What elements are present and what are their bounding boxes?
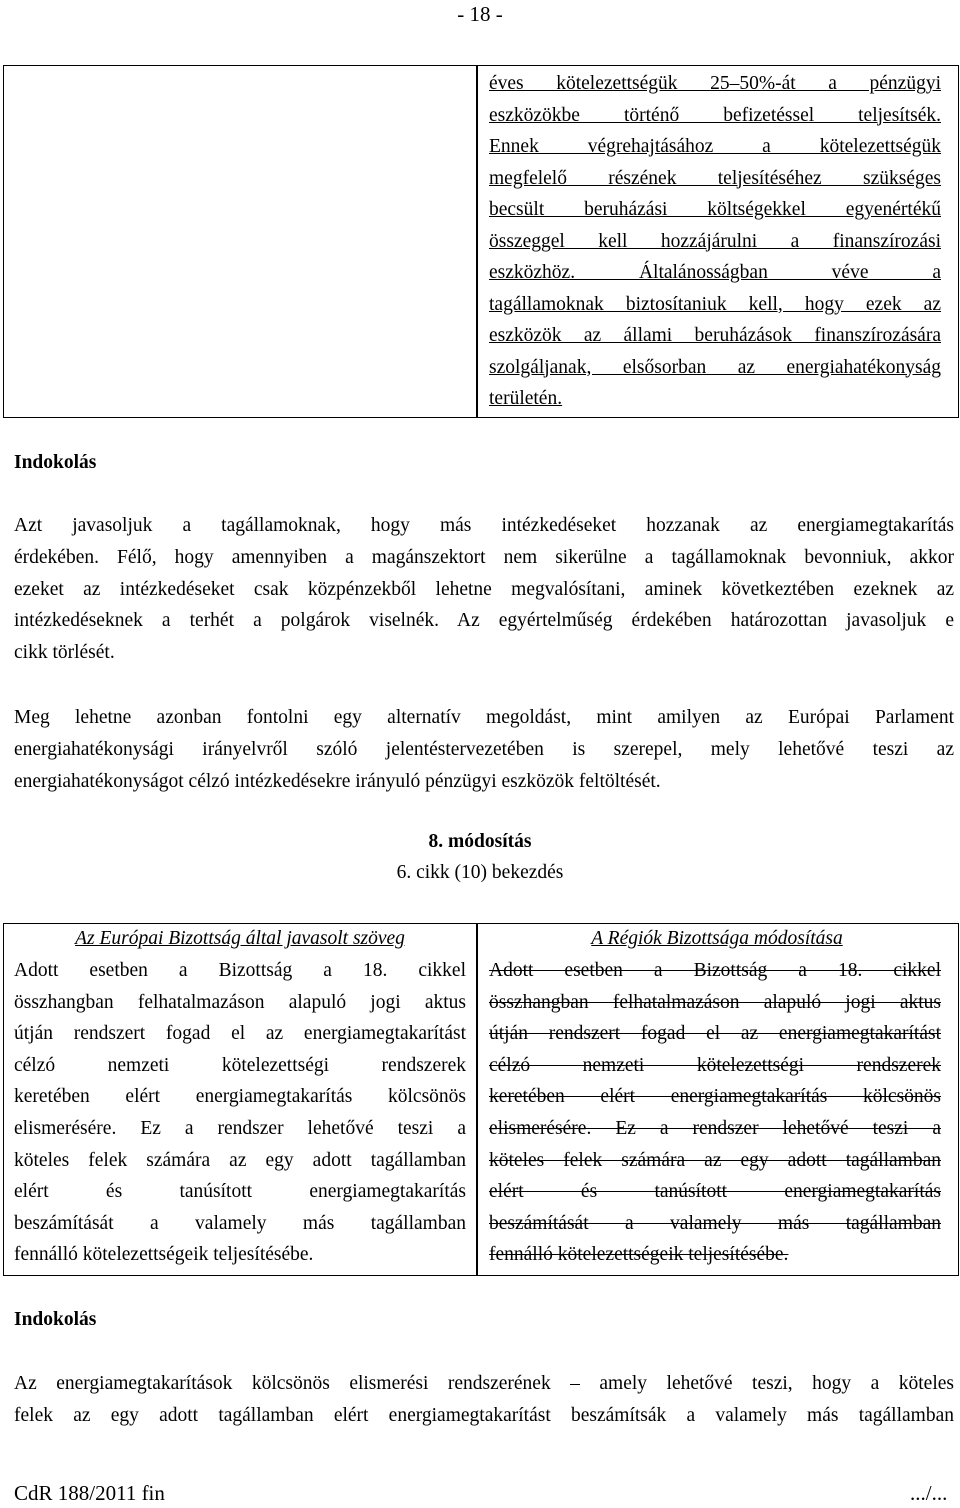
- table-text-line: szolgáljanak, elsősorban az energiahatékonyság: [489, 356, 941, 378]
- document-reference: CdR 188/2011 fin: [14, 1481, 165, 1505]
- table-text-line: eszközhöz. Általánosságban véve a: [489, 262, 941, 283]
- table-text-line: éves kötelezettségük 25–50%-át a pénzügyi: [489, 73, 941, 94]
- text-line: energiahatékonysági irányelvről szóló jelentéstervezetében is szerepel, mely lehetővé teszi az: [14, 738, 954, 760]
- deleted-text-line: Adott esetben a Bizottság a 18. cikkel: [489, 960, 941, 981]
- page-number: - 18 -: [457, 2, 503, 26]
- text-line: Azt javasoljuk a tagállamoknak, hogy más intézkedéseket hozzanak az energiamegtakarítás: [14, 515, 954, 536]
- deleted-text-line: elért és tanúsított energiamegtakarítás: [489, 1181, 941, 1203]
- table-text-line: eszközök az állami beruházások finanszírozására: [489, 325, 941, 346]
- text-line: ezeket az intézkedéseket csak közpénzekből lehetne megvalósítani, aminek következtében ezeknek az: [14, 578, 954, 600]
- section-heading: Indokolás: [14, 452, 97, 473]
- deleted-text-line: összhangban felhatalmazáson alapuló jogi aktus: [489, 991, 941, 1013]
- right-column-header: A Régiók Bizottsága módosítása: [591, 928, 843, 949]
- amendment-subtitle: 6. cikk (10) bekezdés: [396, 862, 564, 883]
- deleted-text-line: fennálló kötelezettségeik teljesítésébe.: [489, 1244, 789, 1266]
- text-line: felek az egy adott tagállamban elért energiamegtakarítást beszámítsák a valamely más tagállamban: [14, 1404, 954, 1426]
- table-text-line: tagállamoknak biztosítaniuk kell, hogy ezek az: [489, 293, 941, 315]
- text-line: intézkedéseknek a terhét a polgárok viselnék. Az egyértelműség érdekében határozottan javasoljuk e: [14, 610, 954, 632]
- table-text-line: becsült beruházási költségekkel egyenértékű: [489, 199, 941, 220]
- table-text-line: Ennek végrehajtásához a kötelezettségük: [489, 136, 941, 157]
- deleted-text-line: beszámítását a valamely más tagállamban: [489, 1212, 941, 1234]
- table-text-line: összhangban felhatalmazáson alapuló jogi aktus: [14, 991, 466, 1013]
- table-text-line: köteles felek számára az egy adott tagállamban: [14, 1149, 466, 1171]
- table-text-line: keretében elért energiamegtakarítás kölcsönös: [14, 1086, 466, 1108]
- text-line: érdekében. Félő, hogy amennyiben a magánszektort nem sikerülne a tagállamoknak bevonniuk, akkor: [14, 546, 954, 568]
- comparison-table-divider: [476, 924, 478, 1275]
- deleted-text-line: útján rendszert fogad el az energiamegtakarítást: [489, 1023, 941, 1045]
- section-heading: Indokolás: [14, 1309, 97, 1330]
- table-text-line: eszközökbe történő befizetéssel teljesítsék.: [489, 104, 941, 126]
- left-column-header: Az Európai Bizottság által javasolt szöveg: [75, 928, 405, 949]
- table-text-line: útján rendszert fogad el az energiamegtakarítást: [14, 1023, 466, 1045]
- table-text-line: beszámítását a valamely más tagállamban: [14, 1212, 466, 1234]
- deleted-text-line: célzó nemzeti kötelezettségi rendszerek: [489, 1054, 941, 1076]
- table-text-line: elért és tanúsított energiamegtakarítás: [14, 1181, 466, 1203]
- text-line: energiahatékonyságot célzó intézkedésekre irányuló pénzügyi eszközök feltöltését.: [14, 770, 661, 792]
- deleted-text-line: elismerésére. Ez a rendszer lehetővé teszi a: [489, 1118, 941, 1139]
- continuation-mark: .../...: [910, 1481, 948, 1505]
- deleted-text-line: keretében elért energiamegtakarítás kölcsönös: [489, 1086, 941, 1108]
- amendment-title: 8. módosítás: [428, 831, 532, 852]
- text-line: Meg lehetne azonban fontolni egy alternatív megoldást, mint amilyen az Európai Parlament: [14, 707, 954, 728]
- table-text-line: fennálló kötelezettségeik teljesítésébe.: [14, 1244, 314, 1266]
- text-line: cikk törlését.: [14, 642, 115, 664]
- table-text-line: Adott esetben a Bizottság a 18. cikkel: [14, 960, 466, 981]
- text-line: Az energiamegtakarítások kölcsönös elismerési rendszerének – amely lehetővé teszi, hogy a köteles: [14, 1373, 954, 1394]
- deleted-text-line: köteles felek számára az egy adott tagállamban: [489, 1149, 941, 1171]
- table-text-line: összeggel kell hozzájárulni a finanszírozási: [489, 230, 941, 252]
- top-table-divider: [476, 66, 478, 417]
- table-text-line: célzó nemzeti kötelezettségi rendszerek: [14, 1054, 466, 1076]
- table-text-line: elismerésére. Ez a rendszer lehetővé teszi a: [14, 1118, 466, 1139]
- table-text-line: területén.: [489, 388, 563, 409]
- table-text-line: megfelelő részének teljesítéséhez szükséges: [489, 167, 941, 189]
